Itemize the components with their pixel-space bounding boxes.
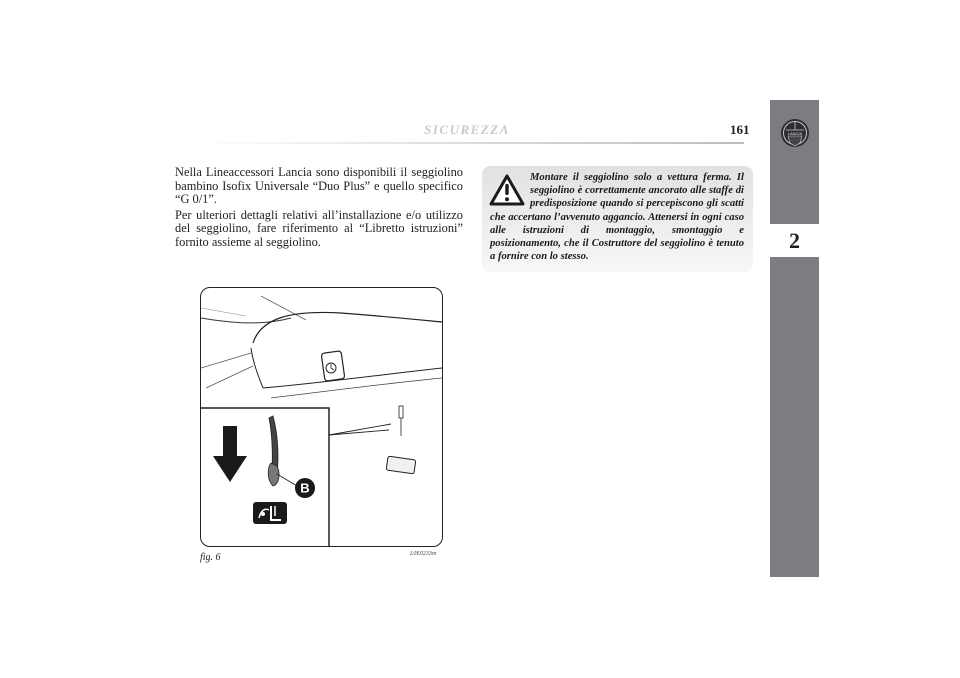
figure-code: L0E0233m [410, 551, 437, 557]
figure-label: fig. 6 [200, 552, 221, 563]
chapter-tab[interactable] [770, 224, 819, 257]
callout-letter: B [300, 480, 310, 496]
warning-triangle-icon [488, 171, 526, 209]
figure-6 [200, 287, 443, 547]
paragraph-2: Per ulteriori dettagli relativi all’installazione e/o utilizzo del seggiolino, fare riferimento al “Libretto istruzioni” fornito assieme al seggiolino. [175, 207, 463, 249]
seat-isofix-illustration [201, 288, 442, 546]
paragraph-1: Nella Lineaccessori Lancia sono disponibili il seggiolino bambino Isofix Universale “Duo Plus” e quello specifico “G 0/1”. [175, 165, 463, 207]
page-number: 161 [730, 122, 750, 137]
body-text [175, 166, 463, 252]
lancia-logo [770, 100, 819, 222]
warning-text: Montare il seggiolino solo a vettura ferma. Il seggiolino è correttamente ancorato alle staffe di predisposizione quando si percepiscono gli scatti che accertano l’avvenuto aggancio. Attenersi in ogni caso alle istruzioni di montaggio, smontaggio e posizionamento, che il Costruttore del seggiolino è tenuto a fornire con lo stesso. [490, 172, 744, 263]
warning-box [482, 166, 753, 272]
section-title: SICUREZZA [424, 122, 510, 137]
lancia-shield-icon [770, 100, 819, 222]
warning-text-block [490, 171, 744, 263]
logo-text: LANCIA [787, 131, 803, 136]
chapter-number: 2 [789, 227, 800, 253]
header-rule [196, 142, 744, 144]
